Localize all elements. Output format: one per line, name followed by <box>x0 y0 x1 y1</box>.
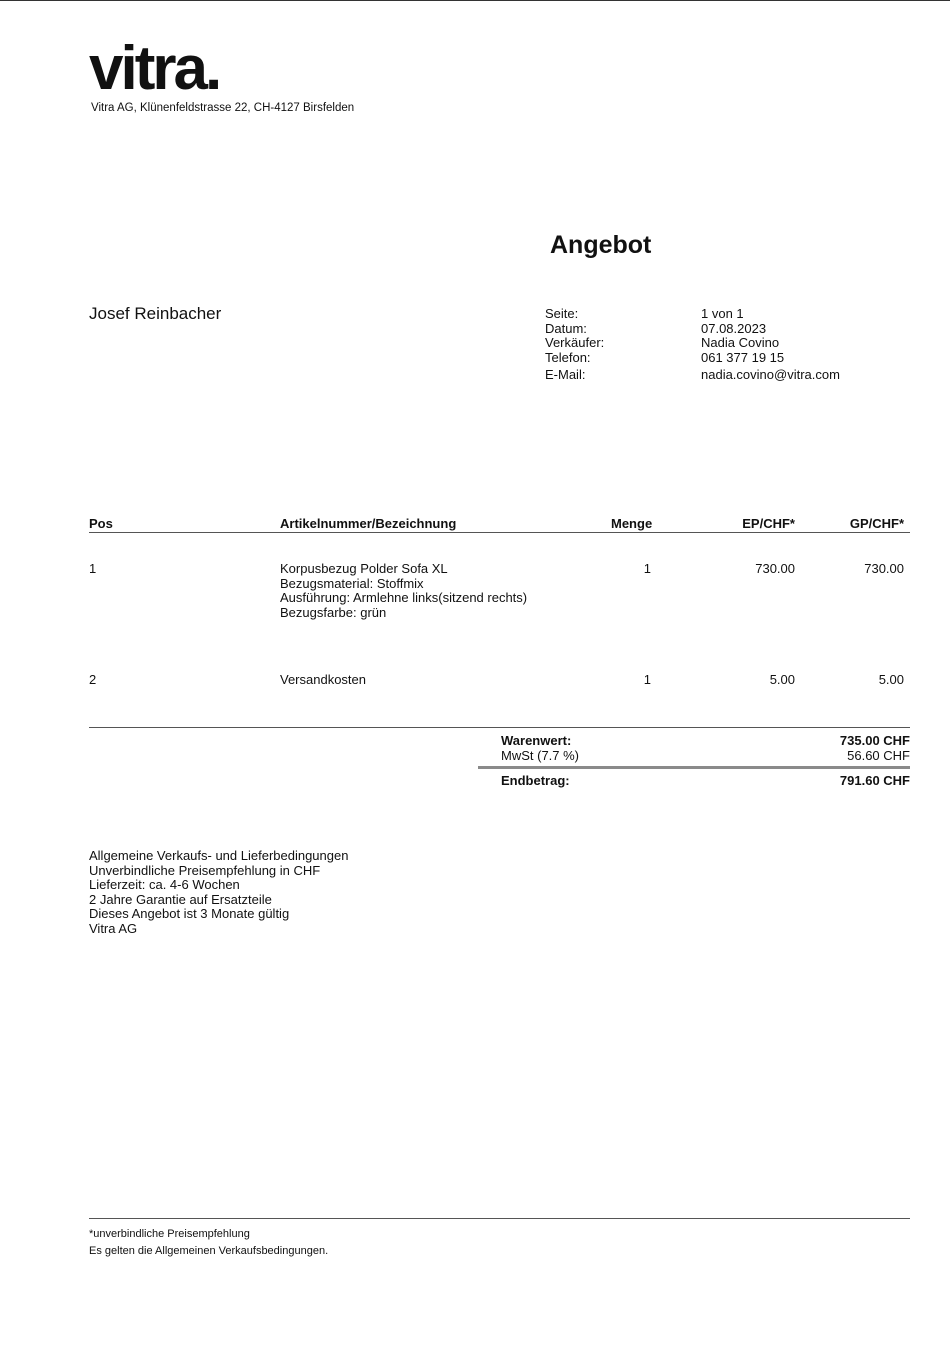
row-1-qty: 1 <box>643 561 651 576</box>
row-2-description: Versandkosten <box>280 672 367 687</box>
description-line: Korpusbezug Polder Sofa XL <box>280 561 448 576</box>
meta-label: E-Mail: <box>545 366 586 382</box>
description-line: Bezugsfarbe: grün <box>280 604 387 620</box>
meta-label: Seite: <box>545 306 579 321</box>
row-2-total-price: 5.00 <box>878 672 904 687</box>
table-bottom-divider <box>89 727 910 728</box>
row-2-unit-price: 5.00 <box>769 672 795 687</box>
footer-divider <box>89 1218 910 1219</box>
meta-label: Telefon: <box>545 349 591 365</box>
vat-value: 56.60 CHF <box>847 748 910 763</box>
meta-row-email <box>545 368 875 383</box>
vitra-logo: vitra. <box>89 34 220 103</box>
footer-price-note: *unverbindliche Preisempfehlung <box>89 1228 250 1240</box>
vat-label: MwSt (7.7 %) <box>501 748 580 763</box>
offer-meta <box>545 307 875 382</box>
net-amount-label: Warenwert: <box>501 733 572 748</box>
net-amount-value: 735.00 CHF <box>839 733 910 748</box>
company-address: Vitra AG, Klünenfeldstrasse 22, CH-4127 Birsfelden <box>91 102 355 114</box>
row-1-pos: 1 <box>89 561 97 576</box>
condition-line: Allgemeine Verkaufs- und Lieferbedingungen <box>89 848 349 863</box>
meta-label: Datum: <box>545 320 587 336</box>
meta-value: 1 von 1 <box>701 306 744 321</box>
condition-line: Lieferzeit: ca. 4-6 Wochen <box>89 877 240 893</box>
terms-conditions <box>89 849 348 937</box>
condition-line: Dieses Angebot ist 3 Monate gültig <box>89 906 290 922</box>
col-header-unit-price: EP/CHF* <box>742 516 795 531</box>
condition-line: Vitra AG <box>89 920 138 936</box>
footer-terms-note: Es gelten die Allgemeinen Verkaufsbedingungen. <box>89 1245 329 1257</box>
row-1-total-price: 730.00 <box>864 561 904 576</box>
meta-row-phone <box>545 351 875 366</box>
meta-label: Verkäufer: <box>545 335 605 351</box>
condition-line: 2 Jahre Garantie auf Ersatzteile <box>89 891 272 907</box>
col-header-article: Artikelnummer/Bezeichnung <box>280 516 457 531</box>
row-2-qty: 1 <box>643 672 651 687</box>
description-line: Ausführung: Armlehne links(sitzend rechts) <box>280 590 528 606</box>
meta-value: Nadia Covino <box>701 335 780 351</box>
document-title: Angebot <box>550 231 652 259</box>
meta-value: 061 377 19 15 <box>701 349 785 365</box>
total-divider <box>478 766 910 769</box>
table-header-divider <box>89 532 910 533</box>
meta-row-date <box>545 322 875 337</box>
meta-row-seller <box>545 336 875 351</box>
row-1-unit-price: 730.00 <box>755 561 795 576</box>
page-top-border <box>0 0 950 1</box>
customer-name: Josef Reinbacher <box>89 304 222 323</box>
total-amount-label: Endbetrag: <box>501 773 570 788</box>
col-header-total-price: GP/CHF* <box>849 516 904 531</box>
col-header-qty: Menge <box>611 516 653 531</box>
meta-row-page <box>545 307 875 322</box>
description-line: Bezugsmaterial: Stoffmix <box>280 575 424 591</box>
meta-value: 07.08.2023 <box>701 320 767 336</box>
row-1-description <box>280 562 527 620</box>
meta-email-link[interactable]: nadia.covino@vitra.com <box>701 366 840 382</box>
col-header-pos: Pos <box>89 516 113 531</box>
total-amount-value: 791.60 CHF <box>839 773 910 788</box>
condition-line: Unverbindliche Preisempfehlung in CHF <box>89 862 321 878</box>
row-2-pos: 2 <box>89 672 97 687</box>
